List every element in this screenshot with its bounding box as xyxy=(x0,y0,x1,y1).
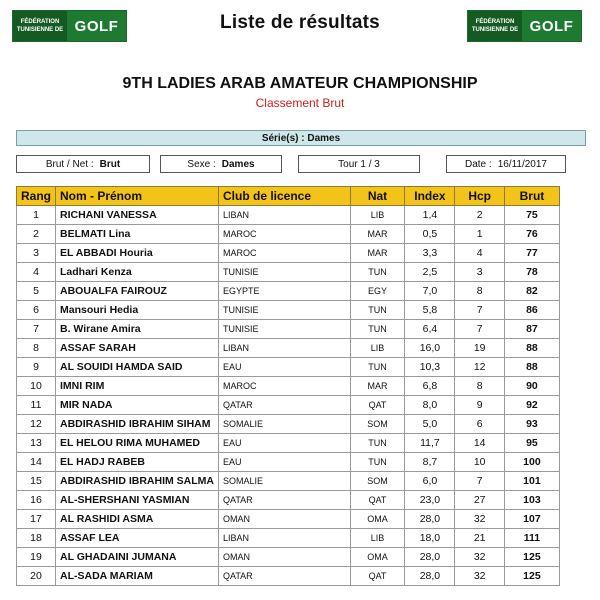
cell-brut: 88 xyxy=(504,358,559,377)
cell-nat: MAR xyxy=(350,377,405,396)
cell-index: 3,3 xyxy=(405,244,455,263)
cell-brut: 93 xyxy=(504,415,559,434)
series-bar: Série(s) : Dames xyxy=(16,130,586,146)
cell-rang: 14 xyxy=(17,453,56,472)
cell-nat: QAT xyxy=(350,396,405,415)
cell-club: TUNISIE xyxy=(219,320,351,339)
cell-nat: TUN xyxy=(350,358,405,377)
cell-index: 6,4 xyxy=(405,320,455,339)
results-table xyxy=(16,186,560,586)
cell-club: QATAR xyxy=(219,396,351,415)
cell-rang: 1 xyxy=(17,206,56,225)
logo-line2: TUNISIENNE DE xyxy=(16,27,64,33)
cell-club: MAROC xyxy=(219,225,351,244)
logo-golf-word: GOLF xyxy=(67,11,126,41)
brut-net-box xyxy=(16,155,150,173)
cell-club: SOMALIE xyxy=(219,472,351,491)
cell-club: EAU xyxy=(219,358,351,377)
table-row xyxy=(17,548,560,567)
cell-nat: TUN xyxy=(350,434,405,453)
cell-index: 10,3 xyxy=(405,358,455,377)
table-row xyxy=(17,415,560,434)
cell-index: 28,0 xyxy=(405,510,455,529)
table-row xyxy=(17,377,560,396)
cell-index: 2,5 xyxy=(405,263,455,282)
cell-rang: 4 xyxy=(17,263,56,282)
cell-hcp: 10 xyxy=(455,453,504,472)
cell-index: 11,7 xyxy=(405,434,455,453)
cell-index: 23,0 xyxy=(405,491,455,510)
cell-rang: 17 xyxy=(17,510,56,529)
cell-club: MAROC xyxy=(219,377,351,396)
table-row xyxy=(17,263,560,282)
cell-hcp: 32 xyxy=(455,510,504,529)
cell-brut: 101 xyxy=(504,472,559,491)
header-club: Club de licence xyxy=(219,187,351,206)
cell-nom: Mansouri Hedia xyxy=(56,301,219,320)
cell-nom: AL RASHIDI ASMA xyxy=(56,510,219,529)
cell-nat: OMA xyxy=(350,548,405,567)
cell-rang: 10 xyxy=(17,377,56,396)
table-row xyxy=(17,567,560,586)
table-row xyxy=(17,510,560,529)
cell-nat: TUN xyxy=(350,263,405,282)
classement-subtitle: Classement Brut xyxy=(255,96,345,110)
cell-brut: 100 xyxy=(504,453,559,472)
cell-hcp: 32 xyxy=(455,567,504,586)
cell-hcp: 7 xyxy=(455,472,504,491)
cell-rang: 12 xyxy=(17,415,56,434)
cell-brut: 103 xyxy=(504,491,559,510)
cell-index: 28,0 xyxy=(405,567,455,586)
cell-nom: BELMATI Lina xyxy=(56,225,219,244)
cell-nom: RICHANI VANESSA xyxy=(56,206,219,225)
logo-text-block xyxy=(468,11,522,41)
cell-club: TUNISIE xyxy=(219,263,351,282)
cell-nom: AL-SADA MARIAM xyxy=(56,567,219,586)
logo-line1: FÉDÉRATION xyxy=(475,19,515,25)
cell-rang: 2 xyxy=(17,225,56,244)
header-rang: Rang xyxy=(17,187,56,206)
cell-nat: LIB xyxy=(350,339,405,358)
cell-nat: SOM xyxy=(350,415,405,434)
cell-nom: EL HELOU RIMA MUHAMED xyxy=(56,434,219,453)
cell-hcp: 9 xyxy=(455,396,504,415)
cell-hcp: 27 xyxy=(455,491,504,510)
table-row xyxy=(17,339,560,358)
cell-nom: AL SOUIDI HAMDA SAID xyxy=(56,358,219,377)
cell-rang: 6 xyxy=(17,301,56,320)
cell-index: 8,7 xyxy=(405,453,455,472)
cell-nom: ABOUALFA FAIROUZ xyxy=(56,282,219,301)
cell-index: 6,8 xyxy=(405,377,455,396)
cell-nom: MIR NADA xyxy=(56,396,219,415)
cell-rang: 16 xyxy=(17,491,56,510)
cell-rang: 7 xyxy=(17,320,56,339)
cell-nat: QAT xyxy=(350,491,405,510)
cell-club: EGYPTE xyxy=(219,282,351,301)
cell-rang: 5 xyxy=(17,282,56,301)
cell-brut: 88 xyxy=(504,339,559,358)
table-row xyxy=(17,396,560,415)
cell-hcp: 1 xyxy=(455,225,504,244)
sexe-value: Dames xyxy=(221,158,255,170)
table-header-row xyxy=(17,187,560,206)
cell-club: QATAR xyxy=(219,567,351,586)
cell-nom: ASSAF SARAH xyxy=(56,339,219,358)
table-row xyxy=(17,206,560,225)
date-box xyxy=(446,155,566,173)
cell-club: OMAN xyxy=(219,548,351,567)
cell-index: 7,0 xyxy=(405,282,455,301)
cell-club: OMAN xyxy=(219,510,351,529)
cell-nom: IMNI RIM xyxy=(56,377,219,396)
cell-brut: 86 xyxy=(504,301,559,320)
cell-nom: ABDIRASHID IBRAHIM SALMA xyxy=(56,472,219,491)
header-index: Index xyxy=(405,187,455,206)
cell-nom: EL HADJ RABEB xyxy=(56,453,219,472)
cell-index: 8,0 xyxy=(405,396,455,415)
cell-nat: SOM xyxy=(350,472,405,491)
cell-rang: 18 xyxy=(17,529,56,548)
cell-nat: LIB xyxy=(350,206,405,225)
cell-club: QATAR xyxy=(219,491,351,510)
cell-index: 5,0 xyxy=(405,415,455,434)
table-row xyxy=(17,434,560,453)
table-row xyxy=(17,282,560,301)
cell-hcp: 2 xyxy=(455,206,504,225)
cell-club: MAROC xyxy=(219,244,351,263)
brut-net-label: Brut / Net : xyxy=(45,158,94,170)
cell-brut: 87 xyxy=(504,320,559,339)
cell-index: 28,0 xyxy=(405,548,455,567)
cell-index: 18,0 xyxy=(405,529,455,548)
date-label: Date : xyxy=(465,158,492,170)
table-row xyxy=(17,301,560,320)
cell-hcp: 14 xyxy=(455,434,504,453)
cell-rang: 20 xyxy=(17,567,56,586)
cell-brut: 111 xyxy=(504,529,559,548)
cell-nom: ABDIRASHID IBRAHIM SIHAM xyxy=(56,415,219,434)
header-nom: Nom - Prénom xyxy=(56,187,219,206)
cell-rang: 15 xyxy=(17,472,56,491)
cell-brut: 75 xyxy=(504,206,559,225)
cell-nom: ASSAF LEA xyxy=(56,529,219,548)
cell-brut: 78 xyxy=(504,263,559,282)
cell-club: LIBAN xyxy=(219,206,351,225)
header-brut: Brut xyxy=(504,187,559,206)
cell-rang: 3 xyxy=(17,244,56,263)
cell-nat: TUN xyxy=(350,453,405,472)
cell-nom: AL GHADAINI JUMANA xyxy=(56,548,219,567)
cell-nom: AL-SHERSHANI YASMIAN xyxy=(56,491,219,510)
cell-index: 5,8 xyxy=(405,301,455,320)
cell-nat: OMA xyxy=(350,510,405,529)
cell-rang: 9 xyxy=(17,358,56,377)
logo-line2: TUNISIENNE DE xyxy=(471,27,519,33)
championship-title: 9TH LADIES ARAB AMATEUR CHAMPIONSHIP xyxy=(122,75,478,92)
cell-hcp: 19 xyxy=(455,339,504,358)
cell-index: 6,0 xyxy=(405,472,455,491)
cell-nom: EL ABBADI Houria xyxy=(56,244,219,263)
cell-brut: 107 xyxy=(504,510,559,529)
cell-hcp: 8 xyxy=(455,282,504,301)
cell-brut: 76 xyxy=(504,225,559,244)
sexe-label: Sexe : xyxy=(187,158,216,170)
cell-index: 0,5 xyxy=(405,225,455,244)
logo-golf-word: GOLF xyxy=(522,11,581,41)
cell-hcp: 8 xyxy=(455,377,504,396)
cell-index: 16,0 xyxy=(405,339,455,358)
cell-nat: LIB xyxy=(350,529,405,548)
table-row xyxy=(17,225,560,244)
cell-brut: 77 xyxy=(504,244,559,263)
table-row xyxy=(17,244,560,263)
sexe-box xyxy=(160,155,282,173)
brut-net-value: Brut xyxy=(99,158,121,170)
table-row xyxy=(17,358,560,377)
cell-brut: 95 xyxy=(504,434,559,453)
table-row xyxy=(17,491,560,510)
logo-line1: FÉDÉRATION xyxy=(20,19,60,25)
cell-nom: B. Wirane Amira xyxy=(56,320,219,339)
cell-brut: 82 xyxy=(504,282,559,301)
cell-brut: 90 xyxy=(504,377,559,396)
cell-rang: 13 xyxy=(17,434,56,453)
cell-nat: QAT xyxy=(350,567,405,586)
results-body xyxy=(17,206,560,586)
cell-brut: 92 xyxy=(504,396,559,415)
tour-value: Tour 1 / 3 xyxy=(338,158,380,170)
cell-hcp: 6 xyxy=(455,415,504,434)
cell-rang: 19 xyxy=(17,548,56,567)
table-row xyxy=(17,472,560,491)
table-row xyxy=(17,529,560,548)
cell-hcp: 3 xyxy=(455,263,504,282)
cell-hcp: 7 xyxy=(455,301,504,320)
date-value: 16/11/2017 xyxy=(497,158,547,170)
cell-club: LIBAN xyxy=(219,339,351,358)
cell-index: 1,4 xyxy=(405,206,455,225)
cell-nat: TUN xyxy=(350,301,405,320)
cell-hcp: 7 xyxy=(455,320,504,339)
cell-rang: 11 xyxy=(17,396,56,415)
cell-hcp: 21 xyxy=(455,529,504,548)
cell-hcp: 32 xyxy=(455,548,504,567)
page-title: Liste de résultats xyxy=(220,12,380,33)
cell-brut: 125 xyxy=(504,567,559,586)
cell-hcp: 4 xyxy=(455,244,504,263)
table-row xyxy=(17,453,560,472)
cell-nat: TUN xyxy=(350,320,405,339)
tour-box xyxy=(298,155,420,173)
table-row xyxy=(17,320,560,339)
cell-club: EAU xyxy=(219,434,351,453)
cell-nat: MAR xyxy=(350,244,405,263)
cell-club: SOMALIE xyxy=(219,415,351,434)
cell-brut: 125 xyxy=(504,548,559,567)
cell-hcp: 12 xyxy=(455,358,504,377)
cell-nom: Ladhari Kenza xyxy=(56,263,219,282)
cell-club: TUNISIE xyxy=(219,301,351,320)
cell-club: LIBAN xyxy=(219,529,351,548)
cell-rang: 8 xyxy=(17,339,56,358)
cell-nat: MAR xyxy=(350,225,405,244)
cell-club: EAU xyxy=(219,453,351,472)
cell-nat: EGY xyxy=(350,282,405,301)
header-hcp: Hcp xyxy=(455,187,504,206)
header-nat: Nat xyxy=(350,187,405,206)
federation-logo-right xyxy=(467,10,582,42)
